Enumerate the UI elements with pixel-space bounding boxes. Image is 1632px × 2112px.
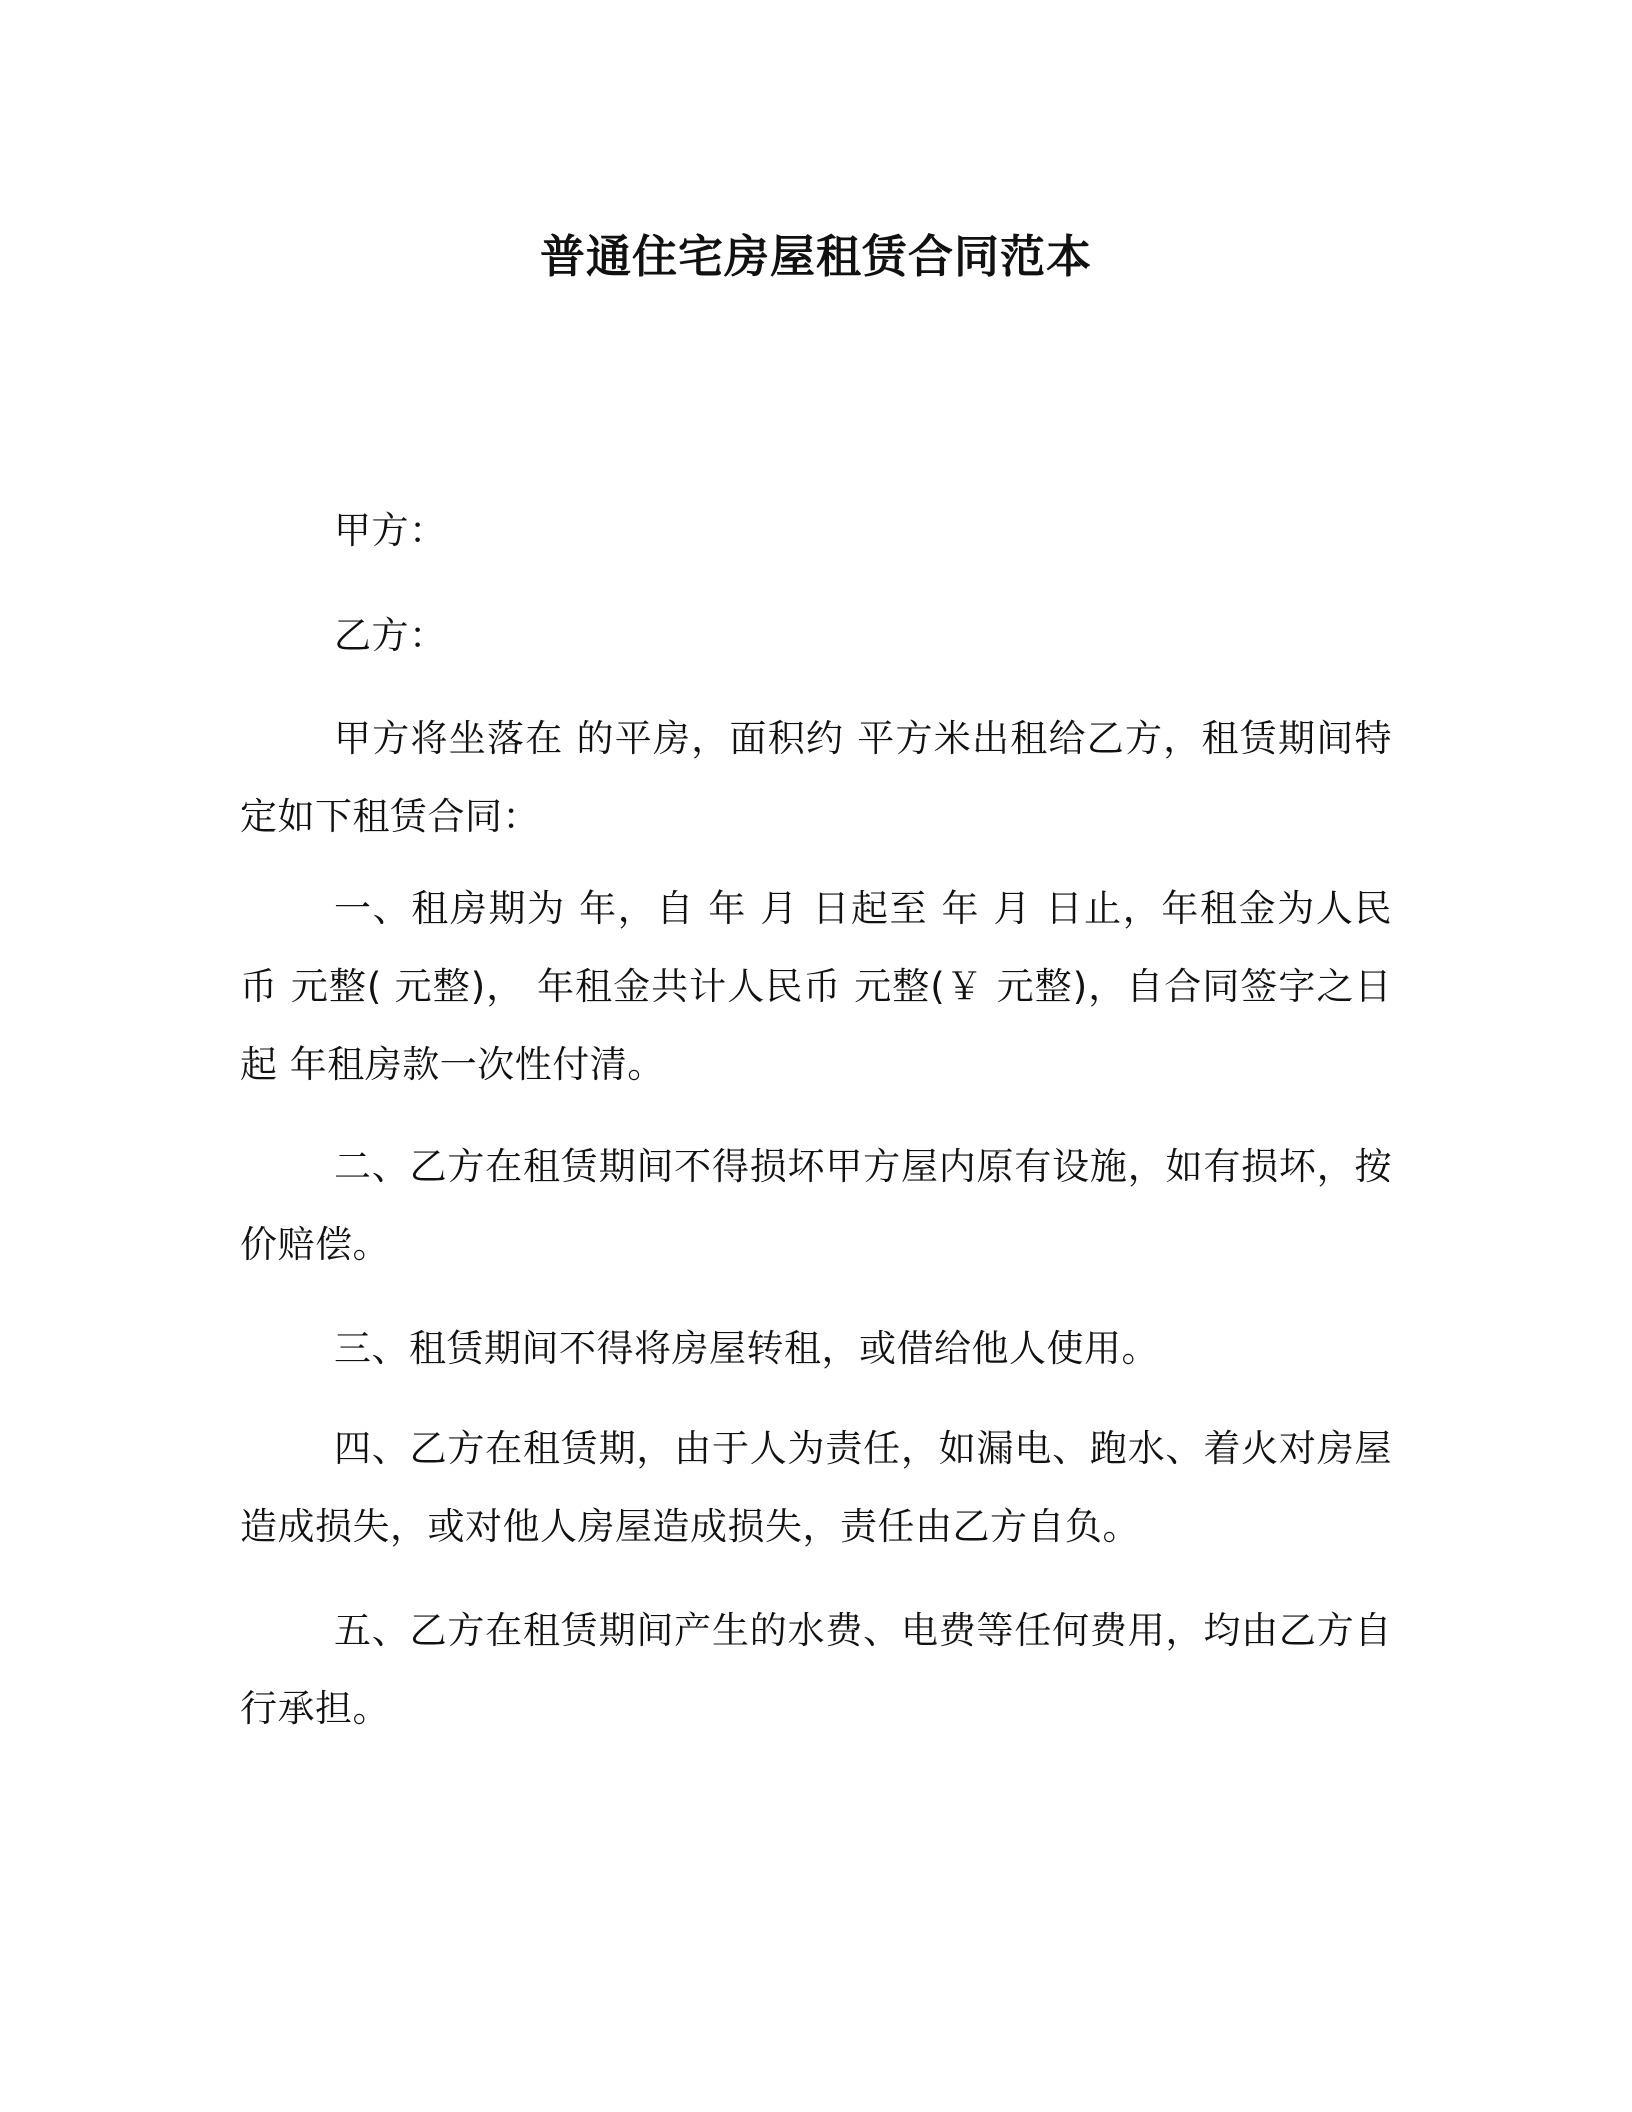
- clause-2: 二、乙方在租赁期间不得损坏甲方屋内原有设施，如有损坏，按价赔偿。: [240, 1145, 1392, 1266]
- document-title: 普通住宅房屋租赁合同范本: [539, 230, 1092, 283]
- party-a-label: 甲方：: [334, 509, 447, 552]
- intro-paragraph: 甲方将坐落在 的平房，面积约 平方米出租给乙方，租赁期间特定如下租赁合同：: [240, 717, 1392, 838]
- clause-4: 四、乙方在租赁期，由于人为责任，如漏电、跑水、着火对房屋造成损失，或对他人房屋造成损失，责任由乙方自负。: [240, 1427, 1392, 1548]
- clause-3: 三、租赁期间不得将房屋转租，或借给他人使用。: [334, 1327, 1159, 1370]
- clause-1: 一、租房期为 年，自 年 月 日起至 年 月 日止，年租金为人民币 元整( 元整)， 年租金共计人民币 元整(￥ 元整)，自合同签字之日起 年租房款一次性付清。: [240, 887, 1392, 1086]
- party-b-label: 乙方：: [334, 614, 447, 657]
- clause-5: 五、乙方在租赁期间产生的水费、电费等任何费用，均由乙方自行承担。: [240, 1609, 1392, 1730]
